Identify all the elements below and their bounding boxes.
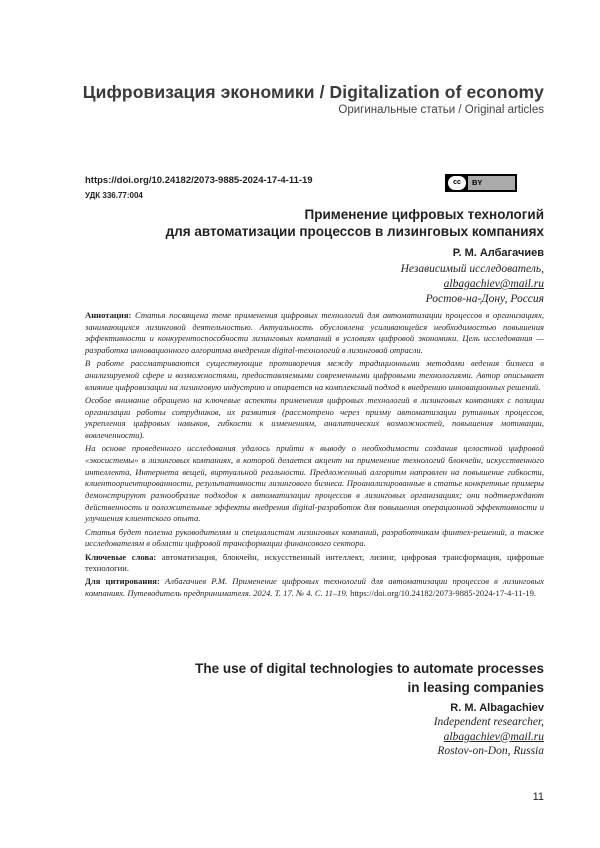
cc-logo-icon: cc	[448, 176, 466, 190]
abstract-paragraph-4: На основе проведенного исследования удалось прийти к выводу о необходимости создания целостной цифровой «экосистемы» в лизинговых компаниях, в которой делается акцент на применение технологий блокчейн, искусственного интеллекта, Интернета вещей, виртуальной реальности. Предложенный алгоритм направлен на повышение гибкости, клиентоориентированности, результативности лизингового бизнеса. Проанализированные в статье конкретные примеры демонстрируют разнообразие подходов к автоматизации процессов в лизинговых организациях; они подтверждают действенность и положительные эффекты внедрения digital-разработок для повышения операционной эффективности и улучшения клиентского опыта.	[85, 443, 544, 524]
author-name-ru: Р. М. Албагачиев	[452, 247, 544, 259]
abstract-label: Аннотация:	[85, 310, 132, 320]
title-ru-line-2: для автоматизации процессов в лизинговых компаниях	[165, 224, 544, 239]
keywords	[85, 552, 544, 575]
license-label: BY	[468, 176, 515, 190]
abstract-paragraph-1	[85, 310, 544, 357]
doi-link[interactable]: https://doi.org/10.24182/2073-9885-2024-17-4-11-19	[85, 175, 313, 186]
article-title-en	[0, 659, 544, 697]
affiliation-en: Independent researcher,	[433, 716, 544, 728]
abstract-paragraph-5: Статья будет полезна руководителям и специалистам лизинговых компаний, разработчикам финтех-решений, а также исследователям в области цифровой трансформации финансового сектора.	[85, 526, 544, 549]
abstract-block	[85, 310, 544, 601]
journal-section-title: Цифровизация экономики / Digitalization of economy	[82, 82, 544, 102]
page-number: 11	[532, 791, 544, 803]
location-ru: Ростов-на-Дону, Россия	[425, 293, 544, 305]
citation	[85, 576, 544, 599]
keywords-label: Ключевые слова:	[85, 551, 157, 562]
affiliation-ru: Независимый исследователь,	[400, 263, 544, 275]
title-ru-line-1: Применение цифровых технологий	[304, 207, 544, 222]
citation-doi-link[interactable]: https://doi.org/10.24182/2073-9885-2024-17-4-11-19.	[350, 588, 537, 599]
author-affiliation-ru	[0, 262, 544, 307]
abstract-p1-text: Статья посвящена теме применения цифровых технологий для автоматизации процессов в организациях, занимающихся лизинговой деятельностью. Актуальность обусловлена усиливающейся необходимостью повышения эффективности и конкурентоспособности лизинговых компаний в условиях цифровой экономики. Цель исследования — разработка инновационного алгоритма внедрения digital-технологий в лизинговой отрасли.	[85, 310, 544, 356]
citation-text: Албагачиев Р.М. Применение цифровых технологий для автоматизации процессов в лизинговых компаниях. Путеводитель предпринимателя. 2024. Т. 17. № 4. С. 11–19.	[85, 576, 544, 599]
email-link-en[interactable]: albagachiev@mail.ru	[443, 730, 544, 743]
citation-label: Для цитирования:	[85, 576, 160, 587]
journal-section-subtitle: Оригинальные статьи / Original articles	[338, 104, 544, 116]
author-affiliation-en	[0, 715, 544, 759]
cc-by-license-badge[interactable]	[445, 174, 517, 192]
keywords-text: автоматизация, блокчейн, искусственный интеллект, лизинг, цифровая трансформация, цифровые технологии.	[85, 551, 544, 574]
author-name-en: R. M. Albagachiev	[450, 702, 544, 714]
title-en-line-2: in leasing companies	[407, 680, 544, 695]
article-title-ru	[0, 206, 544, 240]
location-en: Rostov-on-Don, Russia	[437, 745, 544, 757]
abstract-paragraph-3: Особое внимание обращено на ключевые аспекты применения цифровых технологий в лизинговых компаниях с позиции организации работы сотрудников, их развития (рассмотрено через призму автоматизации рутинных процессов, укрепления цифровых навыков, гибкости к изменениям, аналитических возможностей, повышения мотивации, вовлеченности).	[85, 394, 544, 441]
title-en-line-1: The use of digital technologies to automate processes	[195, 661, 544, 676]
abstract-paragraph-2: В работе рассматриваются существующие противоречия между традиционными методами ведения бизнеса в анализируемой сфере и возможностями, предоставляемыми современными цифровыми технологиями. Автор описывает влияние цифровизации на лизинговую индустрию и опирается на комплексный подход к внедрению инновационных решений.	[85, 358, 544, 392]
udc-code: УДК 336.77:004	[85, 191, 143, 200]
email-link-ru[interactable]: albagachiev@mail.ru	[443, 278, 544, 290]
